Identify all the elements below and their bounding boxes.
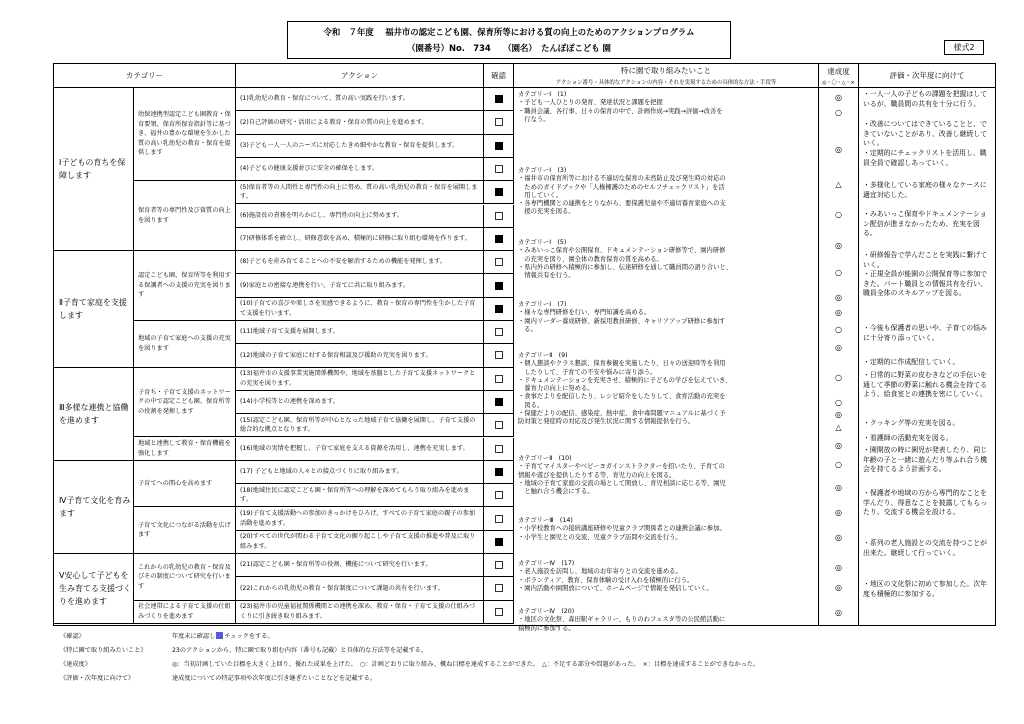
effort-line: ためのガイドブックや「人権擁護のためのセルフチェックリスト」を活 bbox=[518, 183, 725, 191]
check-wrapper bbox=[484, 88, 513, 110]
action-cell bbox=[236, 577, 484, 600]
action-cell bbox=[236, 461, 484, 484]
confirm-checkbox[interactable] bbox=[495, 608, 503, 616]
action-cell bbox=[236, 181, 484, 204]
subcategory-cell bbox=[134, 88, 236, 181]
check-wrapper bbox=[484, 461, 513, 483]
check-cell bbox=[484, 135, 514, 158]
effort-column bbox=[514, 88, 819, 632]
note-label: 《特に園で取り組みたいこと》 bbox=[60, 646, 147, 654]
achievement-mark: ◎ bbox=[835, 483, 842, 492]
header-check: 確認 bbox=[484, 64, 514, 88]
note-label: 《評価・次年度に向けて》 bbox=[60, 674, 135, 682]
action-cell bbox=[236, 298, 484, 321]
action-cell bbox=[236, 484, 484, 507]
check-wrapper bbox=[484, 368, 513, 390]
check-wrapper bbox=[484, 298, 513, 320]
achievement-mark: △ bbox=[835, 423, 842, 432]
check-cell bbox=[484, 484, 514, 507]
effort-line: 情報や遊びを提供したりする等、育児力の向上を図る。 bbox=[518, 471, 676, 479]
subcategory-label: 認定こども園、保育所等を利用する保護者への支援の充実を図ります bbox=[138, 272, 231, 299]
action-label: (12)地域の子育て家庭に対する保育相談及び援助の充実を図ります。 bbox=[240, 351, 432, 359]
achievement-mark: ◎ bbox=[835, 145, 842, 154]
action-label: (19)子育て支援活動への参加のきっかけをひろげ、すべての子育て家庭の親子の参加活動を進めます。 bbox=[240, 510, 476, 527]
confirm-checkbox[interactable] bbox=[495, 282, 503, 290]
check-cell bbox=[484, 251, 514, 274]
achievement-mark: ◎ bbox=[835, 293, 842, 302]
confirm-checkbox[interactable] bbox=[495, 235, 503, 243]
category-label: Ⅲ多様な連携と協働を進めます bbox=[59, 402, 129, 425]
subcategory-cell bbox=[134, 601, 236, 624]
effort-line: ・保健だよりの配信、感染症、熱中症、食中毒問題マニュアルに基づく予 bbox=[518, 410, 726, 418]
effort-heading: カテゴリーⅣ (17) bbox=[518, 560, 575, 567]
checkbox-sample-icon bbox=[216, 632, 223, 639]
action-label: (1)乳幼児の教育・保育について、質の高い実践を行います。 bbox=[240, 95, 409, 103]
effort-line: ・子ども一人ひとりの発育、発達状況と課題を把握 bbox=[518, 99, 663, 107]
action-cell bbox=[236, 88, 484, 111]
subcategory-label: 子育ち・子育て支援のネットワークの中で認定こども園、保育所等の役割を発揮します bbox=[138, 388, 231, 415]
subcategory-label: 子育て文化につながる活動を広げます bbox=[138, 521, 231, 539]
evaluation-text: ・日常的に野菜の皮むきなどの手伝いを通して季節の野菜に触れる機会を持てるよう、給食室との連携を密にしていく。 bbox=[863, 371, 988, 399]
achievement-mark: ◎ bbox=[835, 563, 842, 572]
achievement-mark: ◎ bbox=[835, 93, 842, 102]
check-cell bbox=[484, 228, 514, 251]
achievement-mark: ◎ bbox=[835, 241, 842, 250]
effort-line: る。 bbox=[518, 325, 537, 333]
effort-line: 用していく。 bbox=[518, 191, 562, 199]
header-effort-sub: アクション番号・具体的なアクションの内容・それを実現するための具体的な方法・手段等 bbox=[555, 80, 777, 86]
action-cell bbox=[236, 205, 484, 228]
effort-line: ・個人懇談やクラス懇談、保育参観を実施したり、日々の送迎時等を利用 bbox=[518, 360, 726, 368]
action-label: (8)子どもを産み育てることへの不安を解消するための機能を発揮します。 bbox=[240, 258, 447, 266]
subcategory-cell bbox=[134, 368, 236, 438]
check-cell bbox=[484, 438, 514, 461]
effort-line: 図る。 bbox=[518, 401, 544, 409]
check-cell bbox=[484, 531, 514, 554]
effort-line: ・様々な専門研修を行い、専門知識を高める。 bbox=[518, 309, 651, 317]
action-label: (16)地域の実情を把握し、子育て家庭を支える資源を活用し、連携を充実します。 bbox=[240, 444, 469, 452]
effort-line: 防対策と発症時の対応及び発生状況に関する情報提供を行う。 bbox=[518, 418, 695, 426]
confirm-checkbox[interactable] bbox=[495, 584, 503, 592]
check-wrapper bbox=[484, 414, 513, 436]
evaluation-text: ・今後も保護者の思いや、子育ての悩みに十分寄り添っていく。 bbox=[863, 324, 987, 342]
effort-block bbox=[518, 517, 816, 542]
achievement-mark: ○ bbox=[835, 268, 842, 277]
action-cell bbox=[236, 111, 484, 134]
evaluation-text: ・定期的に作成配信していく。 bbox=[863, 358, 960, 366]
achievement-mark: ◎ bbox=[835, 343, 842, 352]
confirm-checkbox[interactable] bbox=[495, 188, 503, 196]
subcategory-cell bbox=[134, 554, 236, 601]
evaluation-text: ・正規全員が能園の公開保育等に参加できた。パート職員との情報共有を行い、職員全体のスキルアップを図る。 bbox=[863, 270, 988, 298]
effort-line: ・ドキュメンテーションを充実させ、積極的に子どもの学びを伝えていき、 bbox=[518, 376, 732, 384]
achievement-mark: ◎ bbox=[835, 533, 842, 542]
check-wrapper bbox=[484, 507, 513, 529]
check-wrapper bbox=[484, 158, 513, 180]
form-number: 様式2 bbox=[944, 40, 984, 55]
action-label: (2)自己評価の研究・活用による教育・保育の質の向上を進めます。 bbox=[240, 118, 428, 126]
check-wrapper bbox=[484, 181, 513, 203]
confirm-checkbox[interactable] bbox=[495, 398, 503, 406]
achievement-column bbox=[819, 88, 859, 625]
evaluation-text: ・定期的にチェックリストを活用し、職員全員で確認しあっていく。 bbox=[863, 149, 987, 167]
confirm-checkbox[interactable] bbox=[495, 445, 503, 453]
evaluation-text: ・地区の文化祭に初めて参加した。次年度も積極的に参加する。 bbox=[863, 580, 988, 598]
title-box bbox=[287, 21, 731, 59]
header-category: カテゴリー bbox=[54, 64, 236, 88]
action-cell bbox=[236, 531, 484, 554]
evaluation-text: ・改善についてはできていることと、できていないことがあり、改善し継続していく。 bbox=[863, 120, 988, 148]
action-cell bbox=[236, 507, 484, 530]
effort-line: 養育力の向上に努める。 bbox=[518, 385, 594, 393]
effort-line: 積極的に参加する。 bbox=[518, 624, 575, 632]
category-cell bbox=[54, 251, 134, 368]
effort-line: ・各専門機関との連携をとりながら、要保護児童や不適切養育家庭への支 bbox=[518, 200, 726, 208]
header-evaluation: 評価・次年度に向けて bbox=[859, 64, 995, 88]
check-wrapper bbox=[484, 274, 513, 296]
action-cell bbox=[236, 274, 484, 297]
action-label: (5)保育者等の人間性と専門性の向上に努め、質の高い乳幼児の教育・保育を展開します。 bbox=[240, 183, 478, 201]
confirm-checkbox[interactable] bbox=[495, 328, 503, 336]
title-line-1: 令和 ７年度 福井市の認定こども園、保育所等における質の向上のためのアクションプログラム bbox=[323, 27, 695, 37]
action-label: (18)地域住民に認定こども園・保育所等への理解を深めてもらう取り組みを進めます。 bbox=[240, 486, 470, 504]
effort-block bbox=[518, 455, 816, 496]
category-cell bbox=[54, 461, 134, 554]
check-wrapper bbox=[484, 344, 513, 366]
check-wrapper bbox=[484, 135, 513, 157]
effort-line: ・福井市の保育所等における不適切な保育の未然防止及び発生時の対応の bbox=[518, 175, 726, 183]
check-wrapper bbox=[484, 111, 513, 133]
evaluation-text: ・一人一人の子どもの課題を把握はしているが、職員間の共有を十分に行う。 bbox=[863, 90, 988, 108]
effort-line: の充実を図り、園全体の教育保育の質を高める。 bbox=[518, 255, 663, 263]
effort-heading: カテゴリーⅣ (20) bbox=[518, 608, 575, 615]
effort-line: ・子育てマイスターやベビーヨガインストラクターを招いたり、子育ての bbox=[518, 463, 725, 471]
note-text: チェックをする。 bbox=[224, 632, 274, 640]
action-cell bbox=[236, 158, 484, 181]
check-cell bbox=[484, 274, 514, 297]
check-wrapper bbox=[484, 484, 513, 506]
check-wrapper bbox=[484, 391, 513, 413]
check-cell bbox=[484, 181, 514, 204]
check-wrapper bbox=[484, 321, 513, 343]
note-achievement bbox=[60, 656, 960, 670]
evaluation-column bbox=[859, 88, 995, 625]
action-label: (7)研修体系を確立し、研修意欲を高め、積極的に研修に取り組む環境を作ります。 bbox=[240, 235, 471, 243]
effort-heading: カテゴリーⅠ (3) bbox=[518, 167, 567, 174]
action-label: (20)すべての世代が関わる子育て文化の掘り起こしや子育て支援の推進や普及に取り組みます。 bbox=[240, 533, 476, 550]
subcategory-cell bbox=[134, 461, 236, 508]
action-cell bbox=[236, 135, 484, 158]
evaluation-text: ・研修報告で学んだことを実践に繋げていく。 bbox=[863, 251, 988, 269]
category-label: Ⅴ安心して子どもを生み育てる支援づくりを進めます bbox=[59, 570, 131, 606]
achievement-mark: ○ bbox=[835, 210, 842, 219]
effort-line: と触れ合う機会にする。 bbox=[518, 488, 594, 496]
check-cell bbox=[484, 554, 514, 577]
effort-line: 行なう。 bbox=[518, 115, 550, 123]
effort-line: ・園内リーダー養成研修、新採用教員研修、キャリアアップ研修に参加す bbox=[518, 317, 726, 325]
action-label: (13)福井市の支援事業実施関係機関や、地域を基盤とした子育て支援ネットワークとの充実を図ります。 bbox=[240, 370, 476, 387]
note-label: 《確認》 bbox=[60, 632, 85, 640]
note-label: 《達成度》 bbox=[60, 660, 91, 668]
action-cell bbox=[236, 251, 484, 274]
effort-line: ・園内活動や園開放について、ホームページで情報を発信していく。 bbox=[518, 584, 713, 592]
action-cell bbox=[236, 554, 484, 577]
effort-block bbox=[518, 352, 816, 427]
check-wrapper bbox=[484, 228, 513, 250]
note-text: ◎：当初計画していた目標を大きく上回り、優れた成果を上げた。 ○：計画どおりに取り組み、概ね目標を達成することができた。 △：不足する部分や問題があった。 ×：目標を達成することができなかった。 bbox=[172, 660, 760, 668]
check-cell bbox=[484, 391, 514, 414]
check-wrapper bbox=[484, 251, 513, 273]
check-cell bbox=[484, 414, 514, 437]
effort-heading: カテゴリーⅠ (1) bbox=[518, 91, 567, 98]
evaluation-text: ・系列の老人施設との交流を持つことが出来た。継続して行っていく。 bbox=[863, 539, 988, 557]
header-achievement-sub: ◎・〇・△・× bbox=[822, 79, 855, 86]
check-cell bbox=[484, 111, 514, 134]
effort-line: ・地区の文化祭、森田駅ギャラリー、もりのわフェスタ等の公民館活動に bbox=[518, 616, 726, 624]
confirm-checkbox[interactable] bbox=[495, 351, 503, 359]
check-cell bbox=[484, 298, 514, 321]
action-cell bbox=[236, 321, 484, 344]
check-cell bbox=[484, 88, 514, 111]
header-achievement-title: 達成度 bbox=[827, 66, 850, 76]
evaluation-text: ・看護師の活動充実を図る。 bbox=[863, 434, 953, 442]
achievement-mark: △ bbox=[835, 180, 842, 189]
confirm-checkbox[interactable] bbox=[495, 421, 503, 429]
check-wrapper bbox=[484, 577, 513, 599]
achievement-mark: ◎ bbox=[835, 508, 842, 517]
header-achievement bbox=[819, 64, 859, 88]
action-cell bbox=[236, 438, 484, 461]
subcategory-cell bbox=[134, 251, 236, 321]
note-text: 達成度についての特記事項や次年度に引き継ぎたいことなどを記載する。 bbox=[172, 674, 377, 682]
achievement-mark: ○ bbox=[835, 325, 842, 334]
confirm-checkbox[interactable] bbox=[495, 118, 503, 126]
effort-block bbox=[518, 239, 816, 280]
evaluation-text: ・クッキング等の充実を図る。 bbox=[863, 419, 960, 427]
notes-section bbox=[60, 628, 960, 684]
effort-block bbox=[518, 91, 816, 124]
category-label: Ⅳ子育て文化を育みます bbox=[59, 495, 131, 518]
action-cell bbox=[236, 414, 484, 437]
action-label: (14)小学校等との連携を深めます。 bbox=[240, 398, 339, 406]
check-cell bbox=[484, 344, 514, 367]
action-label: (11)地域子育て支援を展開します。 bbox=[240, 328, 339, 336]
action-label: (21)認定こども園・保育所等の役割、機能について研究を行います。 bbox=[240, 561, 432, 569]
check-cell bbox=[484, 205, 514, 228]
category-cell bbox=[54, 554, 134, 624]
action-label: (17) 子どもと地域の人々との接点づくりに取り組みます。 bbox=[240, 468, 403, 476]
subcategory-cell bbox=[134, 507, 236, 554]
check-cell bbox=[484, 461, 514, 484]
action-cell bbox=[236, 391, 484, 414]
achievement-mark: ○ bbox=[835, 460, 842, 469]
confirm-checkbox[interactable] bbox=[495, 515, 503, 523]
subcategory-label: 地域の子育て家庭への支援の充実を図ります bbox=[138, 335, 231, 352]
effort-line: ・食事だよりを配信したり、レシピ紹介をしたりして、食育活動の充実を bbox=[518, 393, 726, 401]
subcategory-label: これからの乳幼児の教育・保育及びその制度について研究を行います bbox=[138, 563, 231, 590]
check-wrapper bbox=[484, 531, 513, 553]
effort-heading: カテゴリーⅠ (7) bbox=[518, 301, 567, 308]
action-program-table bbox=[53, 63, 996, 632]
evaluation-text: ・保護者や地域の方から専門的なことを学んだり、得意なことを披露してもらったり、交流する機会を設ける。 bbox=[863, 489, 988, 517]
effort-heading: カテゴリーⅢ (14) bbox=[518, 517, 573, 524]
achievement-mark: ◎ bbox=[835, 608, 842, 617]
check-cell bbox=[484, 577, 514, 600]
action-label: (4)子どもの健康支援並びに安全の確保をします。 bbox=[240, 165, 379, 173]
subcategory-label: 社会連帯による子育て支援の仕組みづくりを進めます bbox=[138, 603, 231, 620]
action-cell bbox=[236, 344, 484, 367]
confirm-checkbox[interactable] bbox=[495, 561, 503, 569]
action-cell bbox=[236, 601, 484, 624]
effort-line: ・みあいっこ保育や公開保育、ドキュメンテーション研修等で、園内研修 bbox=[518, 247, 726, 255]
effort-heading: カテゴリーⅡ (9) bbox=[518, 352, 568, 359]
achievement-mark: ○ bbox=[835, 108, 842, 117]
effort-line: ・県内外の研修へ積極的に参加し、伝達研修を通して職員間の語り合いと、 bbox=[518, 263, 733, 271]
effort-line: ・地域の子育て家庭の交流の場として開放し、育児相談に応じる等、園児 bbox=[518, 479, 726, 487]
effort-line: 援の充実を図る。 bbox=[518, 208, 575, 216]
check-cell bbox=[484, 368, 514, 391]
note-effort bbox=[60, 642, 960, 656]
category-cell bbox=[54, 88, 134, 251]
achievement-mark: ◎ bbox=[835, 308, 842, 317]
note-check bbox=[60, 628, 960, 642]
header-action: アクション bbox=[236, 64, 484, 88]
effort-block bbox=[518, 301, 816, 334]
action-cell bbox=[236, 368, 484, 391]
effort-line: ・小学生と園児との交流、児童クラブ訪問や交流を行う。 bbox=[518, 533, 682, 541]
evaluation-text: ・みあいっこ保育やドキュメンテーション配信が進まなかったため、充実を図る。 bbox=[863, 210, 987, 238]
achievement-mark: ○ bbox=[835, 398, 842, 407]
check-wrapper bbox=[484, 601, 513, 623]
confirm-checkbox[interactable] bbox=[495, 95, 503, 103]
header-effort-title: 特に園で取り組みたいこと bbox=[621, 66, 711, 75]
confirm-checkbox[interactable] bbox=[495, 375, 503, 383]
action-label: (6)施設長の責務を明らかにし、専門性の向上に努めます。 bbox=[240, 211, 403, 219]
action-label: (10)子育ての喜びや楽しさを実感できるように、教育・保育の専門性を生かした子育て支援を行います。 bbox=[240, 300, 476, 317]
subcategory-label: 幼保連携型認定こども園教育・保育要領、保育所保育指針等に基づき、福井の豊かな環境を生かした質の高い乳幼児の教育・保育を提供します bbox=[138, 111, 231, 157]
note-text: 年度末に確認し bbox=[172, 632, 216, 640]
check-wrapper bbox=[484, 554, 513, 576]
effort-line: したりして、子育ての不安や悩みに寄り添う。 bbox=[518, 368, 657, 376]
confirm-checkbox[interactable] bbox=[495, 258, 503, 266]
confirm-checkbox[interactable] bbox=[495, 165, 503, 173]
effort-line: ・老人施設を訪問し、地域のお年寄りとの交流を進める。 bbox=[518, 568, 682, 576]
note-text: 23のアクションから、特に園で取り組む内容（番号も記載）と具体的な方法等を記載する。 bbox=[172, 646, 428, 654]
confirm-checkbox[interactable] bbox=[495, 305, 503, 313]
action-label: (23)福井市の児童福祉関係機関との連携を深め、教育・保育・子育て支援の仕組みづくりに引き続き取り組みます。 bbox=[240, 603, 476, 620]
confirm-checkbox[interactable] bbox=[495, 212, 503, 220]
confirm-checkbox[interactable] bbox=[495, 538, 503, 546]
subcategory-cell bbox=[134, 321, 236, 368]
effort-line: 情報共有を行う。 bbox=[518, 272, 575, 280]
action-label: (9)家庭との密接な連携を行い、子育てに共に取り組みます。 bbox=[240, 281, 410, 289]
confirm-checkbox[interactable] bbox=[495, 468, 503, 476]
effort-line: ・小学校教育への接続講座研修や児童クラブ関係者との連携会議に参加。 bbox=[518, 525, 726, 533]
header-effort bbox=[514, 64, 819, 88]
check-wrapper bbox=[484, 438, 513, 460]
category-label: Ⅰ子どもの育ちを保障します bbox=[59, 158, 126, 181]
subcategory-label: 子育てへの関心を高めます bbox=[138, 479, 213, 487]
subcategory-label: 地域と連携して教育・保育機能を強化します bbox=[138, 440, 231, 457]
effort-line: ・ボランティア、教育、保育体験の受け入れを積極的に行う。 bbox=[518, 576, 694, 584]
title-line-2: （園番号）No. 734 （園名） たんぽぽこども 園 bbox=[407, 43, 611, 53]
effort-heading: カテゴリーⅠ (5) bbox=[518, 239, 567, 246]
confirm-checkbox[interactable] bbox=[495, 491, 503, 499]
subcategory-label: 保育者等の専門性及び資質の向上を図ります bbox=[138, 207, 231, 224]
achievement-mark: ○ bbox=[835, 373, 842, 382]
effort-heading: カテゴリーⅡ (10) bbox=[518, 455, 572, 462]
confirm-checkbox[interactable] bbox=[495, 142, 503, 150]
check-cell bbox=[484, 321, 514, 344]
effort-block bbox=[518, 560, 816, 593]
effort-line: ・職員会議、各行事、日々の保育の中で、計画作成→実践→評価→改善を bbox=[518, 107, 723, 115]
check-cell bbox=[484, 158, 514, 181]
subcategory-cell bbox=[134, 438, 236, 461]
action-cell bbox=[236, 228, 484, 251]
category-cell bbox=[54, 368, 134, 461]
check-cell bbox=[484, 601, 514, 624]
category-label: Ⅱ子育て家庭を支援します bbox=[59, 297, 127, 320]
action-label: (3)子ども一人一人のニーズに対応したきめ細やかな教育・保育を提供します。 bbox=[240, 141, 459, 149]
check-wrapper bbox=[484, 205, 513, 227]
evaluation-text: ・多様化している家庭の様々なケースに適宜対応した。 bbox=[863, 181, 987, 199]
action-label: (22)これからの乳幼児の教育・保育制度について課題の共有を行います。 bbox=[240, 584, 444, 592]
achievement-mark: ◎ bbox=[835, 410, 842, 419]
achievement-mark: ◎ bbox=[835, 583, 842, 592]
check-cell bbox=[484, 507, 514, 530]
subcategory-cell bbox=[134, 181, 236, 251]
evaluation-text: ・園開放の時に園児が発表したり、同じ年齢の子と一緒に遊んだり等ふれ合う機会を持てるよう計画する。 bbox=[863, 446, 988, 474]
action-label: (15)認定こども園、保育所等が中心となった地域子育て協働を展開し、子育て支援の総合的な拠点となります。 bbox=[240, 416, 476, 434]
effort-block bbox=[518, 167, 816, 217]
note-evaluation bbox=[60, 670, 960, 684]
achievement-mark: ◎ bbox=[835, 441, 842, 450]
